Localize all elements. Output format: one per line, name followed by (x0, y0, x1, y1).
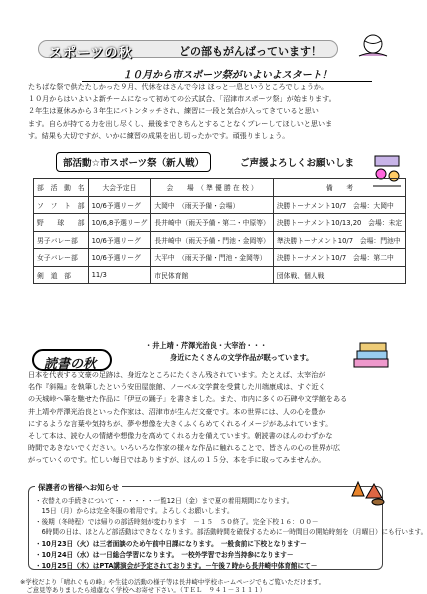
table-cell: ソ フ ト 部 (34, 196, 89, 214)
table-cell: 準決勝トーナメント10/7 会場：門池中 (273, 231, 405, 249)
intro-line: ます。自らが持てる力を出し尽くし、最後まできちんとすることなくプレーしてほしいと思いま (28, 118, 333, 128)
table-row (34, 266, 406, 284)
notice-line: 15日（月）からは完全冬服の着用です。よろしくお願いします。 (35, 507, 234, 515)
schedule-table-wrap (33, 178, 403, 284)
footer-line: ※学校だより「晴れぐもの峰」や生徒の活動の様子等は長井崎中学校ホームページでもご覧いただけます。 (20, 578, 326, 586)
books-line: の天城峠へ筆を馳せた作品に「伊豆の踊子」を書きました。また、市内に多くの石碑や文学館をある (28, 394, 348, 404)
notice-line: ・10月25日（木）はPTA講演会が予定されております。－午後７時から長井崎中体育館にて－ (35, 562, 318, 570)
table-cell: 長井崎中（雨天予備・第二・中原等） (151, 214, 274, 232)
club-section-tail: ご声援よろしくお願いしま (240, 158, 355, 169)
books-line: 名作『斜陽』を執筆したという安田屋旅館、ノーベル文学賞を受賞した川端康成は、すぐ近く (28, 382, 326, 392)
parent-notice-box (28, 483, 427, 570)
books-line: 日本を代表する文豪の足跡は、身近なところにたくさん残されています。たとえば、太宰治が (28, 370, 326, 379)
table-header-row (34, 179, 406, 197)
notice-line: ・10月24日（水）は一日総合学習になります。 一校外学習でお弁当持参になります－ (35, 551, 294, 559)
table-row (34, 231, 406, 249)
footer-note (20, 578, 325, 594)
table-header-cell: 備 考 (273, 179, 405, 197)
books-quote-authors: ・井上靖・芹澤光治良・大宰治・・・ (145, 341, 268, 350)
intro-line: １０月からはいよいよ新チームになって初めての公式試合、「沼津市スポーツ祭」が始まります。 (28, 94, 336, 104)
table-cell: 団体戦、個人戦 (273, 266, 405, 284)
notice-line: 6時間の日は、ほとんど部活動はできなくなります。部活動時間を確保するために一時間目の開始時刻を（月曜日）にも行います。 (35, 528, 427, 536)
notice-line: ・後期（冬時程）では帰りの部活時刻が変わります －１５ ５０終了。完全下校１６：００－ (35, 518, 319, 526)
table-cell: 剣 道 部 (34, 266, 89, 284)
intro-line: す。結果も大切ですが、いかに練習の成果を出し切ったかです。頑張りましょう。 (28, 130, 290, 140)
books-line: にするような言葉や気持ちが、夢や想像を大きくふくらめてくれるイメージがあふれています。 (28, 418, 333, 428)
table-cell: 大平中 （雨天予備・門池・金岡等） (151, 249, 274, 267)
table-cell: 長井崎中（雨天予備・門池・金岡等） (151, 231, 274, 249)
notice-title: 保護者の皆様へお知らせ (35, 482, 122, 493)
table-cell: 女子バレー部 (34, 249, 89, 267)
table-cell: 市民体育館 (151, 266, 274, 284)
table-cell: 10/6予選リーグ (88, 196, 151, 214)
headline-title: スポーツの秋 (49, 46, 133, 61)
schedule-table (33, 178, 406, 284)
table-cell: 10/6,8予選リーグ (88, 214, 151, 232)
table-cell: 大岡中 （雨天予備・会場） (151, 196, 274, 214)
table-header-cell: 部 活 動 名 (34, 179, 89, 197)
table-cell: 10/6予選リーグ (88, 231, 151, 249)
intro-line: たちばな祭で供たたしかった９月、代休をはさんで今は ほっと一息というところでしょうか。 (28, 82, 329, 91)
table-row (34, 214, 406, 232)
notice-line: ・衣替えの手続きについて・・・・・・一覧12日（金）まで夏の着用期間になります。 (35, 497, 294, 505)
headline-banner (38, 40, 338, 61)
book-stack-icon (350, 337, 394, 373)
books-title-text: 読書の秋 (44, 357, 97, 372)
books-paragraph (28, 369, 396, 467)
table-cell: 男子バレー部 (34, 231, 89, 249)
table-cell: 決勝トーナメント10/7 会場：大岡中 (273, 196, 405, 214)
footer-line: ご意見等ありましたら遠慮なく学校へお寄せ下さい。（ＴＥＬ ９４１－３１１１） (20, 586, 267, 594)
sub-heading: １０月から市スポーツ祭がいよいよスタート！ (82, 66, 372, 82)
sports-clipart-icon (355, 32, 391, 60)
intro-paragraph (28, 81, 398, 142)
books-line: 井上靖や芹澤光治良といった作家は、沼津市が生んだ文豪です。本の世界には、人の心を豊か (28, 406, 326, 416)
table-cell: 決勝トーナメント10/7 会場：第二中 (273, 249, 405, 267)
table-row (34, 196, 406, 214)
books-section-title (32, 349, 112, 371)
books-line: そして本は、読む人の情緒や想像力を高めてくれる力を備えています。朝読書のほんのわずかな (28, 431, 333, 441)
club-section-title: 部活動☆市スポーツ祭（新人戦） (56, 152, 211, 172)
autumn-leaves-icon (344, 476, 388, 506)
table-cell: 10/6予選リーグ (88, 249, 151, 267)
books-quote-line: 身近にたくさんの文学作品が眠っています。 (170, 353, 314, 362)
table-row (34, 249, 406, 267)
books-line: がっていくのです。忙しい毎日ではありますが、ほんの１５分、本を手に取ってみませんか。 (28, 455, 326, 465)
notice-line: ・10月23日（火）は三者面談のため午前中日課になります。 一般食前に下校となります－ (35, 540, 307, 548)
headline-subtitle: どの部もがんばっています！ (179, 45, 322, 58)
books-line: 時間であきないでください。いろいろな作家の様々な作品に触れることで、皆さんの心の世界が広 (28, 443, 340, 453)
table-cell: 11/3 (88, 266, 151, 284)
table-cell: 決勝トーナメント10/13,20 会場：未定 (273, 214, 405, 232)
table-header-cell: 会 場 （ 準 優 勝 在 校 ） (151, 179, 274, 197)
table-header-cell: 大会予定日 (88, 179, 151, 197)
table-cell: 野 球 部 (34, 214, 89, 232)
intro-line: ２年生は夏休みから３年生にバトンタッチされ、練習に一段と気合が入ってきていると思い (28, 106, 319, 116)
